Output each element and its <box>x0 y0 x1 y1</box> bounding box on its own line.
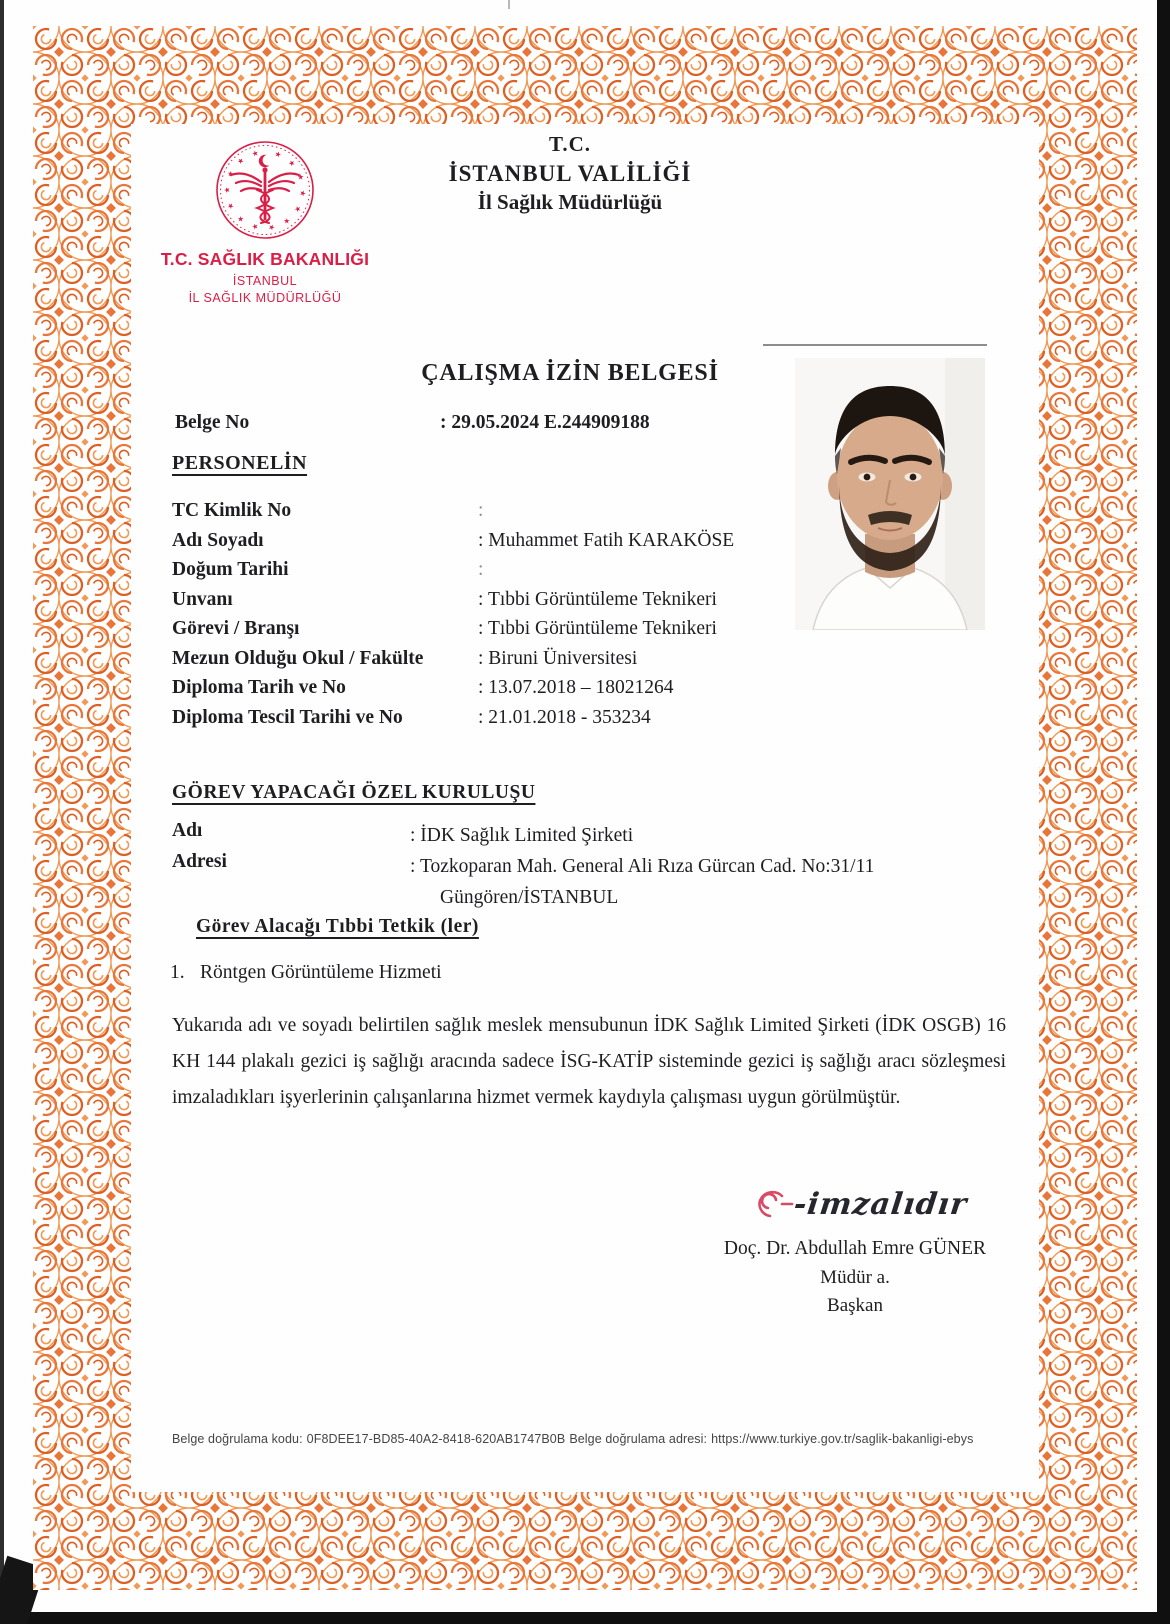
svg-text:★: ★ <box>250 148 260 159</box>
field-row-dogum-tarihi <box>172 559 872 589</box>
belge-no-row <box>175 412 815 434</box>
field-row-diploma-tarih <box>172 677 872 707</box>
logo-title: T.C. SAĞLIK BAKANLIĞI <box>160 249 370 269</box>
svg-text:★: ★ <box>225 168 237 179</box>
field-value-address-line2: Güngören/İSTANBUL <box>440 887 619 908</box>
field-label: Adı <box>172 820 203 841</box>
tetkik-list-item <box>170 962 442 984</box>
svg-text:★: ★ <box>222 186 232 194</box>
signatory-name: Doç. Dr. Abdullah Emre GÜNER <box>723 1238 987 1259</box>
field-row-tc-kimlik <box>172 500 872 530</box>
svg-text:★: ★ <box>273 148 283 160</box>
svg-text:★: ★ <box>286 157 298 169</box>
field-row-diploma-tescil <box>172 707 872 737</box>
field-label: Adresi <box>172 851 227 872</box>
signatory-role-2: Başkan <box>827 1295 883 1316</box>
personel-fields <box>172 500 872 736</box>
scan-edge-left <box>0 0 4 1624</box>
field-value: : 21.01.2018 - 353234 <box>478 706 651 728</box>
signatory-role: Müdür a. <box>820 1267 890 1288</box>
scan-edge-bottom <box>18 1612 1170 1624</box>
svg-text:★: ★ <box>292 203 304 215</box>
field-value: : Tıbbi Görüntüleme Teknikeri <box>478 618 717 639</box>
scan-artifact-line <box>508 0 510 9</box>
verification-code: 0F8DEE17-BD85-40A2-8418-620AB1747B0B <box>306 1432 566 1446</box>
field-row-adi-soyadi <box>172 530 872 560</box>
field-value: : 13.07.2018 – 18021264 <box>478 677 674 698</box>
svg-text:★: ★ <box>295 172 307 182</box>
svg-text:★: ★ <box>225 201 237 212</box>
health-ministry-emblem-icon <box>215 140 315 240</box>
header-tc: T.C. <box>548 132 592 156</box>
svg-text:★: ★ <box>235 213 247 225</box>
list-item-number: 1. <box>170 962 185 983</box>
svg-text:★: ★ <box>267 222 276 233</box>
field-value: : <box>478 500 484 521</box>
scan-edge-right <box>1157 0 1170 1624</box>
field-label: Adı Soyadı <box>172 529 264 551</box>
verification-code-label: Belge doğrulama kodu: <box>172 1432 303 1446</box>
field-value: : Muhammet Fatih KARAKÖSE <box>478 529 735 551</box>
document-title: ÇALIŞMA İZİN BELGESİ <box>421 360 719 386</box>
svg-text:★: ★ <box>250 221 260 232</box>
kurulus-section-heading: GÖREV YAPACAĞI ÖZEL KURULUŞU <box>172 782 536 803</box>
esignature-line <box>655 1180 1055 1232</box>
field-row-mezun-okul <box>172 648 872 678</box>
svg-text:★: ★ <box>235 155 247 167</box>
logo-subtitle-1: İSTANBUL <box>232 274 298 288</box>
verification-footer <box>172 1432 1032 1446</box>
signature-block <box>655 1180 1055 1317</box>
tetkik-section-heading: Görev Alacağı Tıbbi Tetkik (ler) <box>196 916 479 937</box>
field-value: : Biruni Üniversitesi <box>478 647 638 669</box>
kurulus-fields <box>172 820 932 913</box>
personel-section-heading: PERSONELİN <box>172 452 308 474</box>
ministry-logo-block <box>160 140 370 305</box>
belge-no-value: : 29.05.2024 E.244909188 <box>440 412 650 433</box>
logo-subtitle-2: İL SAĞLIK MÜDÜRLÜĞÜ <box>188 291 342 305</box>
list-item-text: Röntgen Görüntüleme Hizmeti <box>200 962 442 983</box>
field-row-kurulus-adi <box>172 820 932 851</box>
esignature-swirl-icon <box>742 1180 794 1228</box>
belge-no-label: Belge No <box>175 412 250 433</box>
field-value: : Tıbbi Görüntüleme Teknikeri <box>478 588 717 610</box>
field-value: : Tozkoparan Mah. General Ali Rıza Gürcan Cad. No:31/11 <box>410 856 875 877</box>
document-header <box>330 132 810 215</box>
body-paragraph: Yukarıda adı ve soyadı belirtilen sağlık meslek mensubunun İDK Sağlık Limited Şirketi (İDK OSGB) 16 KH 144 plakalı gezici iş sağlığı aracında sadece İSG-KATİP sisteminde gezici iş sağlığı aracı sözleşmesi imzaladıkları işyerlerinin çalışanlarına hizmet vermek kaydıyla çalışması uygun görülmüştür. <box>172 1015 1006 1108</box>
esignature-text: -imzalıdır <box>792 1186 970 1222</box>
verification-address: https://www.turkiye.gov.tr/saglik-bakanligi-ebys <box>711 1432 974 1446</box>
field-row-gorevi-bransi <box>172 618 872 648</box>
field-label: Mezun Olduğu Okul / Fakülte <box>172 647 424 669</box>
field-label: Diploma Tarih ve No <box>172 677 346 698</box>
field-label: Diploma Tescil Tarihi ve No <box>172 706 403 728</box>
verification-address-label: Belge doğrulama adresi: <box>569 1432 708 1446</box>
field-row-kurulus-adresi <box>172 851 932 882</box>
svg-text:★: ★ <box>298 189 308 198</box>
header-mudurluk: İl Sağlık Müdürlüğü <box>477 190 663 214</box>
field-label: Unvanı <box>172 588 233 610</box>
photo-separator-line <box>763 344 987 346</box>
field-label: TC Kimlik No <box>172 500 292 521</box>
field-row-unvani <box>172 589 872 619</box>
field-value: : İDK Sağlık Limited Şirketi <box>410 825 634 846</box>
header-valilik: İSTANBUL VALİLİĞİ <box>448 161 692 186</box>
field-label: Doğum Tarihi <box>172 559 289 580</box>
svg-text:★: ★ <box>281 215 293 227</box>
field-label: Görevi / Branşı <box>172 618 300 639</box>
field-value: : <box>478 559 484 580</box>
